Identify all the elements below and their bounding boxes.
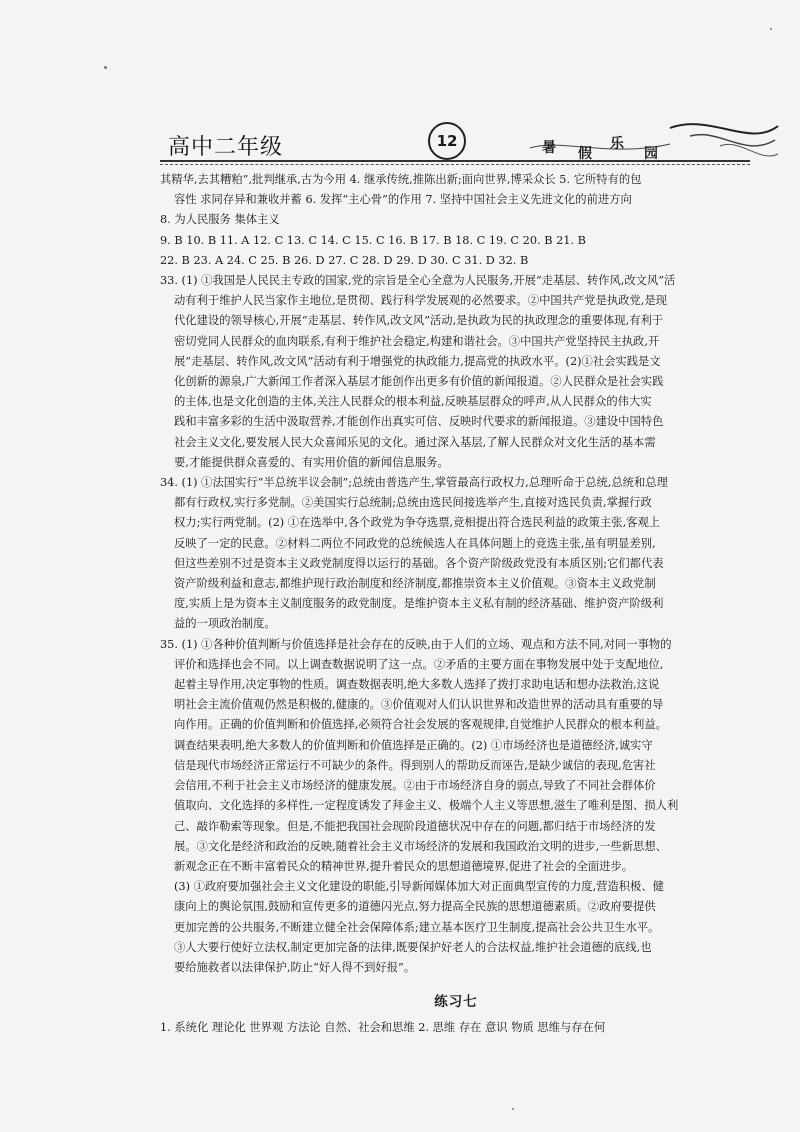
q35-line: 己、敲诈勒索等现象。但是,不能把我国社会现阶段道德状况中存在的问题,都归结于市场经济的发 xyxy=(174,819,656,833)
q35-line: 向作用。正确的价值判断和价值选择,必须符合社会发展的客观规律,自觉维护人民群众的根本利益。 xyxy=(174,718,667,732)
q35-line: 调查结果表明,绝大多数人的价值判断和价值选择是正确的。(2) ①市场经济也是道德经济,诚实守 xyxy=(174,738,653,752)
q35-line: 35. (1) ①各种价值判断与价值选择是社会存在的反映,由于人们的立场、观点和方法不同,对同一事物的 xyxy=(160,637,672,651)
q35-line: 展。③文化是经济和政治的反映,随着社会主义市场经济的发展和我国政治文明的进步,一些新思想、 xyxy=(174,839,667,853)
q35-line: 信是现代市场经济正常运行不可缺少的条件。得到别人的帮助反而诬告,是缺少诚信的表现,危害社 xyxy=(174,758,656,772)
text-line: 22. B 23. A 24. C 25. B 26. D 27. C 28. D 29. D 30. C 31. D 32. B xyxy=(160,253,529,267)
section-title: 练习七 xyxy=(434,994,478,1011)
q33-line: 动有利于维护人民当家作主地位,是贯彻、践行科学发展观的必然要求。②中国共产党是执政党,是现 xyxy=(174,294,667,308)
text-line: 9. B 10. B 11. A 12. C 13. C 14. C 15. C 16. B 17. B 18. C 19. C 20. B 21. B xyxy=(160,233,586,247)
grade-title: 高中二年级 xyxy=(168,135,284,160)
q34-line: 反映了一定的民意。②材料二两位不同政党的总统候选人在具体问题上的竞选主张,虽有明显差别, xyxy=(174,536,656,550)
q35-line: 新观念正在不断丰富着民众的精神世界,提升着民众的思想道德境界,促进了社会的全面进步。 xyxy=(174,859,634,873)
page-number-badge: 12 xyxy=(428,122,466,160)
q35-line: 明社会主流价值观仍然是积极的,健康的。③价值观对人们认识世界和改造世界的活动具有重要的导 xyxy=(174,698,664,712)
scan-speck xyxy=(770,28,772,30)
q35-line: 评价和选择也会不同。以上调查数据说明了这一点。②矛盾的主要方面在事物发展中处于支配地位, xyxy=(174,657,664,671)
text-line: 其精华,去其糟粕”,批判继承,古为今用 4. 继承传统,推陈出新;面向世界,博采众长 5. 它所特有的包 xyxy=(160,173,642,186)
logo-char-3: 乐 xyxy=(610,136,624,152)
q35-line: 值取向、文化选择的多样性,一定程度诱发了拜金主义、极端个人主义等思想,滋生了唯利是图、损人利 xyxy=(174,799,679,813)
text-line: 1. 系统化 理论化 世界观 方法论 自然、社会和思维 2. 思维 存在 意识 物质 思维与存在何 xyxy=(160,1021,606,1035)
scan-speck xyxy=(512,1108,514,1110)
q35-line: ③人大要行使好立法权,制定更加完备的法律,既要保护好老人的合法权益,维护社会道德的底线,也 xyxy=(174,940,652,954)
q34-line: 但这些差别不过是资本主义政党制度得以运行的基础。各个资产阶级政党没有本质区别;它们都代表 xyxy=(174,556,664,570)
q35-line: 康向上的舆论氛围,鼓励和宣传更多的道德闪光点,努力提高全民族的思想道德素质。②政府要提供 xyxy=(174,900,656,914)
q35-line: 会信用,不利于社会主义市场经济的健康发展。②由于市场经济自身的弱点,导致了不同社会群体价 xyxy=(174,779,656,793)
q33-line: 践和丰富多彩的生活中汲取营养,才能创作出真实可信、反映时代要求的新闻报道。③建设中国特色 xyxy=(174,415,664,429)
q33-line: 的主体,也是文化创造的主体,关注人民群众的根本利益,反映基层群众的呼声,从人民群众的伟大实 xyxy=(174,395,652,409)
answer-content xyxy=(160,170,752,1039)
logo-char-4: 园 xyxy=(644,146,658,162)
text-line: 8. 为人民服务 集体主义 xyxy=(160,213,280,227)
text-line: 容性 求同存异和兼收并蓄 6. 发挥“主心骨”的作用 7. 坚持中国社会主义先进文化的前进方向 xyxy=(174,193,632,207)
header-rule-dashed xyxy=(160,164,750,165)
q34-line: 权力;实行两党制。(2) ①在选举中,各个政党为争夺选票,竞相提出符合选民利益的政策主张,客观上 xyxy=(174,516,661,530)
q33-line: 要,才能提供群众喜爱的、有实用价值的新闻信息服务。 xyxy=(174,455,449,469)
q35-line: 更加完善的公共服务,不断建立健全社会保障体系;建立基本医疗卫生制度,提高社会公共卫生水平。 xyxy=(174,920,660,934)
q35-line: (3) ①政府要加强社会主义文化建设的职能,引导新闻媒体加大对正面典型宣传的力度,营造积极、健 xyxy=(174,880,664,894)
q35-line: 起着主导作用,决定事物的性质。调查数据表明,绝大多数人选择了拨打求助电话和想办法救治,这说 xyxy=(174,678,660,692)
q34-line: 益的一项政治制度。 xyxy=(174,617,276,631)
logo-char-1: 暑 xyxy=(542,140,556,156)
q33-line: 化创新的源泉,广大新闻工作者深入基层才能创作出更多有价值的新闻报道。②人民群众是社会实践 xyxy=(174,375,664,389)
q33-line: 代化建设的领导核心,开展“走基层、转作风,改文风”活动,是执政为民的执政理念的重要体现,有利于 xyxy=(174,314,664,328)
scan-speck xyxy=(104,66,107,69)
header-rule xyxy=(160,160,750,162)
q34-line: 34. (1) ①法国实行“半总统半议会制”;总统由普选产生,掌管最高行政权力,总理听命于总统,总统和总理 xyxy=(160,476,668,490)
q34-line: 资产阶级利益和意志,都维护现行政治制度和经济制度,都推崇资本主义价值观。③资本主义政党制 xyxy=(174,577,656,591)
q33-line: 社会主义文化,要发展人民大众喜闻乐见的文化。通过深入基层,了解人民群众对文化生活的基本需 xyxy=(174,435,656,449)
q33-line: 展“走基层、转作风,改文风”活动有利于增强党的执政能力,提高党的执政水平。(2)①社会实践是文 xyxy=(174,354,661,368)
q35-line: 要给施救者以法律保护,防止“好人得不到好报”。 xyxy=(174,960,416,974)
logo-char-2: 假 xyxy=(578,146,592,162)
q33-line: 密切党同人民群众的血肉联系,有利于维护社会稳定,构建和谐社会。③中国共产党坚持民主执政,开 xyxy=(174,334,660,348)
q33-line: 33. (1) ①我国是人民民主专政的国家,党的宗旨是全心全意为人民服务,开展“走基层、转作风,改文风”活 xyxy=(160,274,676,288)
q34-line: 度,实质上是为资本主义制度服务的政党制度。是维护资本主义私有制的经济基础、维护资产阶级利 xyxy=(174,597,664,611)
q34-line: 都有行政权,实行多党制。②美国实行总统制;总统由选民间接选举产生,直接对选民负责,掌握行政 xyxy=(174,496,652,510)
